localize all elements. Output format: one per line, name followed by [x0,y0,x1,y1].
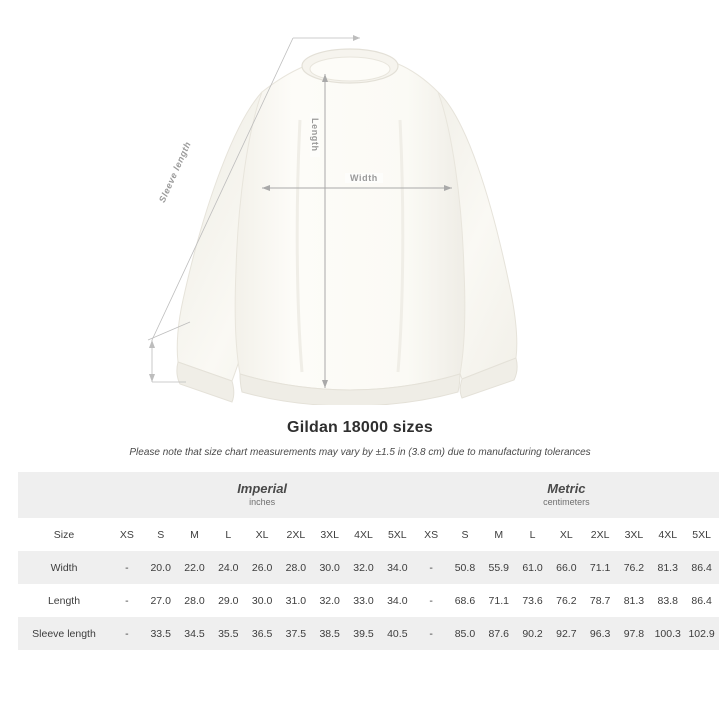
cell-width-metric-2xl: 71.1 [583,551,617,584]
length-dimension-label: Length [310,113,320,157]
table-row [18,617,719,650]
sleeve-length-dimension-label: Sleeve length [157,139,193,205]
cell-sleeve-metric-3xl: 97.8 [617,617,651,650]
col-head-metric-3xl: 3XL [617,518,651,551]
col-head-imperial-3xl: 3XL [313,518,347,551]
unit-sub-metric: centimeters [543,497,590,507]
col-head-imperial-l: L [211,518,245,551]
cell-sleeve-imperial-2xl: 37.5 [279,617,313,650]
cell-sleeve-imperial-3xl: 38.5 [313,617,347,650]
tolerance-note: Please note that size chart measurements may vary by ±1.5 in (3.8 cm) due to manufacturing tolerances [129,447,591,458]
unit-header-metric [414,472,718,518]
cell-sleeve-imperial-xs: - [110,617,144,650]
table-row [18,551,719,584]
table-row [18,584,719,617]
cell-length-metric-2xl: 78.7 [583,584,617,617]
cell-width-imperial-4xl: 32.0 [347,551,381,584]
cell-width-metric-m: 55.9 [482,551,516,584]
cell-length-metric-l: 73.6 [516,584,550,617]
cell-width-imperial-2xl: 28.0 [279,551,313,584]
size-table-container [18,472,715,650]
col-head-metric-l: L [516,518,550,551]
cell-sleeve-imperial-5xl: 40.5 [380,617,414,650]
unit-header-spacer [18,472,110,518]
cell-length-imperial-2xl: 31.0 [279,584,313,617]
cell-length-imperial-xs: - [110,584,144,617]
width-dimension-label: Width [345,173,383,183]
cell-length-imperial-4xl: 33.0 [347,584,381,617]
cell-length-metric-xl: 76.2 [549,584,583,617]
cell-sleeve-imperial-xl: 36.5 [245,617,279,650]
size-header-label: Size [18,518,110,551]
cell-sleeve-imperial-4xl: 39.5 [347,617,381,650]
cell-length-imperial-3xl: 32.0 [313,584,347,617]
col-head-imperial-4xl: 4XL [347,518,381,551]
unit-header-imperial [110,472,414,518]
col-head-metric-xs: XS [414,518,448,551]
col-head-metric-m: M [482,518,516,551]
col-head-imperial-2xl: 2XL [279,518,313,551]
cell-width-imperial-5xl: 34.0 [380,551,414,584]
cell-sleeve-metric-l: 90.2 [516,617,550,650]
cell-width-metric-5xl: 86.4 [685,551,719,584]
unit-header-row [18,472,719,518]
cell-length-metric-5xl: 86.4 [685,584,719,617]
cell-width-imperial-xs: - [110,551,144,584]
cell-length-metric-4xl: 83.8 [651,584,685,617]
col-head-imperial-xs: XS [110,518,144,551]
cell-sleeve-imperial-m: 34.5 [178,617,212,650]
page-title: Gildan 18000 sizes [287,419,433,436]
col-head-imperial-5xl: 5XL [380,518,414,551]
cell-sleeve-metric-xl: 92.7 [549,617,583,650]
col-head-metric-xl: XL [549,518,583,551]
size-header-row [18,518,719,551]
cell-length-imperial-xl: 30.0 [245,584,279,617]
cell-length-metric-m: 71.1 [482,584,516,617]
cell-length-metric-xs: - [414,584,448,617]
cell-width-metric-4xl: 81.3 [651,551,685,584]
cell-sleeve-metric-xs: - [414,617,448,650]
cell-width-imperial-l: 24.0 [211,551,245,584]
unit-sub-imperial: inches [249,497,276,507]
cell-length-metric-3xl: 81.3 [617,584,651,617]
cell-sleeve-metric-s: 85.0 [448,617,482,650]
cell-width-imperial-3xl: 30.0 [313,551,347,584]
unit-name-imperial: Imperial [237,481,288,496]
cell-width-metric-3xl: 76.2 [617,551,651,584]
cell-width-metric-xs: - [414,551,448,584]
title-block [0,405,720,458]
cell-length-metric-s: 68.6 [448,584,482,617]
col-head-imperial-xl: XL [245,518,279,551]
col-head-imperial-s: S [144,518,178,551]
col-head-imperial-m: M [178,518,212,551]
row-label-width: Width [18,551,110,584]
col-head-metric-4xl: 4XL [651,518,685,551]
cell-sleeve-metric-4xl: 100.3 [651,617,685,650]
cell-sleeve-imperial-l: 35.5 [211,617,245,650]
cell-length-imperial-m: 28.0 [178,584,212,617]
cell-sleeve-imperial-s: 33.5 [144,617,178,650]
cell-width-imperial-m: 22.0 [178,551,212,584]
cell-width-metric-s: 50.8 [448,551,482,584]
col-head-metric-5xl: 5XL [685,518,719,551]
unit-name-metric: Metric [547,481,586,496]
size-table [18,472,719,650]
cell-sleeve-metric-m: 87.6 [482,617,516,650]
cell-length-imperial-5xl: 34.0 [380,584,414,617]
col-head-metric-s: S [448,518,482,551]
cell-sleeve-metric-2xl: 96.3 [583,617,617,650]
col-head-metric-2xl: 2XL [583,518,617,551]
row-label-length: Length [18,584,110,617]
cell-width-metric-l: 61.0 [516,551,550,584]
cell-width-imperial-s: 20.0 [144,551,178,584]
cell-sleeve-metric-5xl: 102.9 [685,617,719,650]
row-label-sleeve-length: Sleeve length [18,617,110,650]
cell-width-imperial-xl: 26.0 [245,551,279,584]
cell-length-imperial-l: 29.0 [211,584,245,617]
cell-width-metric-xl: 66.0 [549,551,583,584]
cell-length-imperial-s: 27.0 [144,584,178,617]
